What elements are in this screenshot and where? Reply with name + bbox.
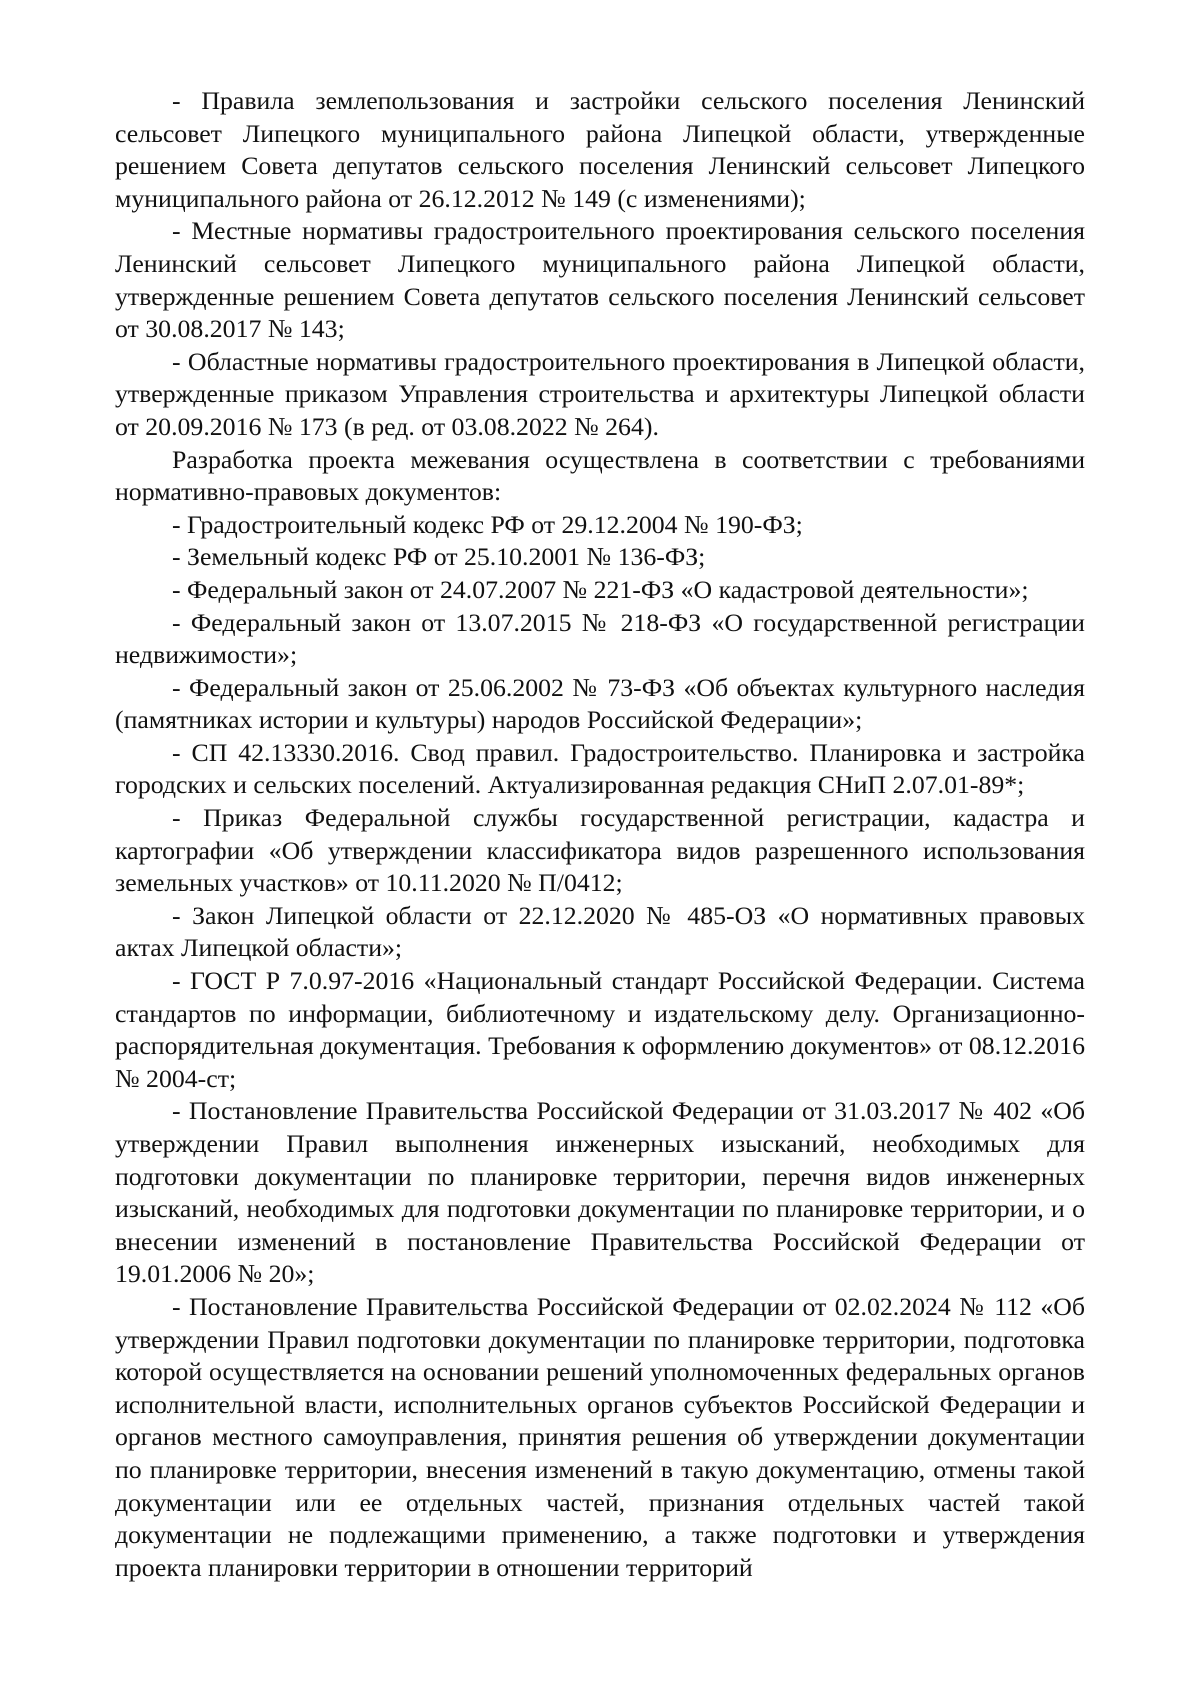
paragraph-cadastral-law: - Федеральный закон от 24.07.2007 № 221-ФЗ «О кадастровой деятельности»; [172, 574, 1029, 604]
paragraph-rosreestr-order: - Приказ Федеральной службы государственной регистрации, кадастра и картографии «Об утверждении классификатора видов разрешенного использования земельных участков» от 10.11.2020 № П/0412; [115, 803, 1085, 898]
paragraph-local-standards: - Местные нормативы градостроительного проектирования сельского поселения Ленинский сельсовет Липецкого муниципального района Липецкой области, утвержденные решением Совета депутатов сельского поселения Ленинский сельсовет от 30.08.2017 № 143; [115, 216, 1085, 344]
document-body [115, 85, 1085, 1584]
paragraph-land-use-rules: - Правила землепользования и застройки сельского поселения Ленинский сельсовет Липецкого муниципального района Липецкой области, утвержденные решением Совета депутатов сельского поселения Ленинский сельсовет Липецкого муниципального района от 26.12.2012 № 149 (с изменениями); [115, 86, 1085, 213]
paragraph-development-intro: Разработка проекта межевания осуществлена в соответствии с требованиями нормативно-правовых документов: [115, 444, 1085, 507]
paragraph-land-code: - Земельный кодекс РФ от 25.10.2001 № 136-ФЗ; [172, 542, 706, 572]
paragraph-resolution-112: - Постановление Правительства Российской Федерации от 02.02.2024 № 112 «Об утверждении Правил подготовки документации по планировке территории, подготовка которой осуществляется на основании решений уполномоченных федеральных органов исполнительной власти, исполнительных органов субъектов Российской Федерации и органов местного самоуправления, принятия решения об утверждении документации по планировке территории, внесения изменений в такую документацию, отмены такой документации или ее отдельных частей, признания отдельных частей такой документации не подлежащими применению, а также подготовки и утверждения проекта планировки территории в отношении территорий [115, 1291, 1085, 1582]
paragraph-regional-standards: - Областные нормативы градостроительного проектирования в Липецкой области, утвержденные приказом Управления строительства и архитектуры Липецкой области от 20.09.2016 № 173 (в ред. от 03.08.2022 № 264). [115, 346, 1085, 441]
paragraph-registration-law: - Федеральный закон от 13.07.2015 № 218-ФЗ «О государственной регистрации недвижимости»; [115, 607, 1085, 670]
paragraph-resolution-402: - Постановление Правительства Российской Федерации от 31.03.2017 № 402 «Об утверждении Правил выполнения инженерных изысканий, необходимых для подготовки документации по планировке территории, перечня видов инженерных изысканий, необходимых для подготовки документации по планировке территории, и о внесении изменений в постановление Правительства Российской Федерации от 19.01.2006 № 20»; [115, 1096, 1085, 1289]
paragraph-gost: - ГОСТ Р 7.0.97-2016 «Национальный стандарт Российской Федерации. Система стандартов по информации, библиотечному и издательскому делу. Организационно-распорядительная документация. Требования к оформлению документов» от 08.12.2016 № 2004-ст; [115, 966, 1085, 1093]
paragraph-sp-42: - СП 42.13330.2016. Свод правил. Градостроительство. Планировка и застройка городских и сельских поселений. Актуализированная редакция СНиП 2.07.01-89*; [115, 737, 1085, 800]
paragraph-cultural-heritage-law: - Федеральный закон от 25.06.2002 № 73-ФЗ «Об объектах культурного наследия (памятниках истории и культуры) народов Российской Федерации»; [115, 672, 1085, 735]
paragraph-urban-planning-code: - Градостроительный кодекс РФ от 29.12.2004 № 190-ФЗ; [172, 509, 803, 539]
paragraph-lipetsk-law: - Закон Липецкой области от 22.12.2020 № 485-ОЗ «О нормативных правовых актах Липецкой области»; [115, 900, 1085, 963]
